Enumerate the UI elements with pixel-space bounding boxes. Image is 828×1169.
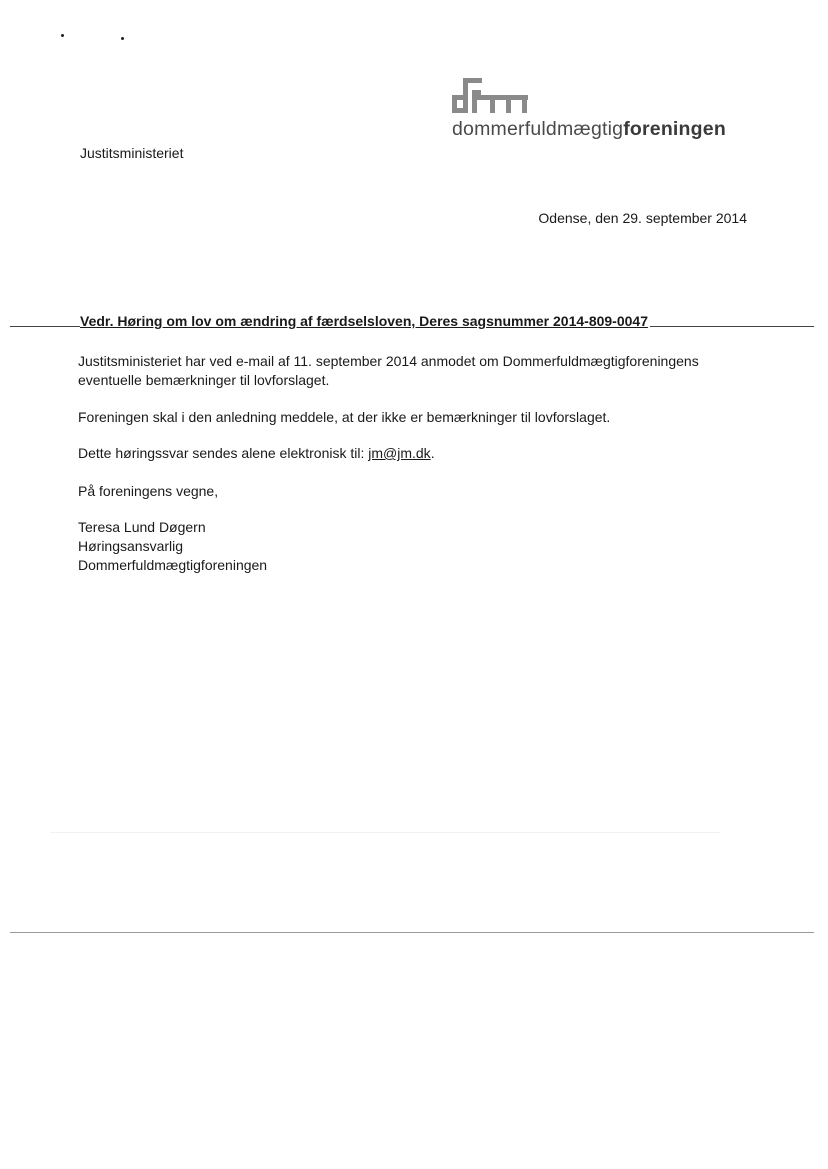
bottom-rule (10, 932, 814, 933)
date-line: Odense, den 29. september 2014 (538, 210, 747, 226)
organization-name-light: dommerfuldmægtig (452, 118, 624, 140)
signatory-name: Teresa Lund Døgern (78, 519, 206, 535)
subject-heading: Vedr. Høring om lov om ændring af færdselsloven, Deres sagsnummer 2014-809-0047 (80, 313, 648, 329)
organization-name (452, 118, 726, 141)
closing: På foreningens vegne, (78, 483, 219, 499)
signature-block (78, 518, 267, 575)
signatory-title: Høringsansvarlig (78, 538, 184, 554)
paragraph-request: Justitsministeriet har ved e-mail af 11. september 2014 anmodet om Dommerfuldmægtigforeningens eventuelle bemærkninger til lovforslaget. (78, 353, 699, 388)
scan-speck (121, 37, 124, 40)
paragraph-response: Foreningen skal i den anledning meddele, at der ikke er bemærkninger til lovforslaget. (78, 409, 611, 425)
dfm-logo-mark-icon (452, 78, 532, 114)
scan-artifact-line (50, 832, 720, 833)
delivery-text: Dette høringssvar sendes alene elektronisk til: (78, 445, 369, 461)
paragraph-delivery (78, 444, 758, 463)
organization-name-bold: foreningen (623, 118, 726, 140)
signatory-organization: Dommerfuldmægtigforeningen (78, 557, 268, 573)
scan-speck (61, 34, 64, 37)
recipient: Justitsministeriet (80, 145, 184, 161)
delivery-period: . (430, 445, 435, 461)
organization-logo (452, 78, 752, 140)
email-link[interactable]: jm@jm.dk (368, 445, 431, 461)
